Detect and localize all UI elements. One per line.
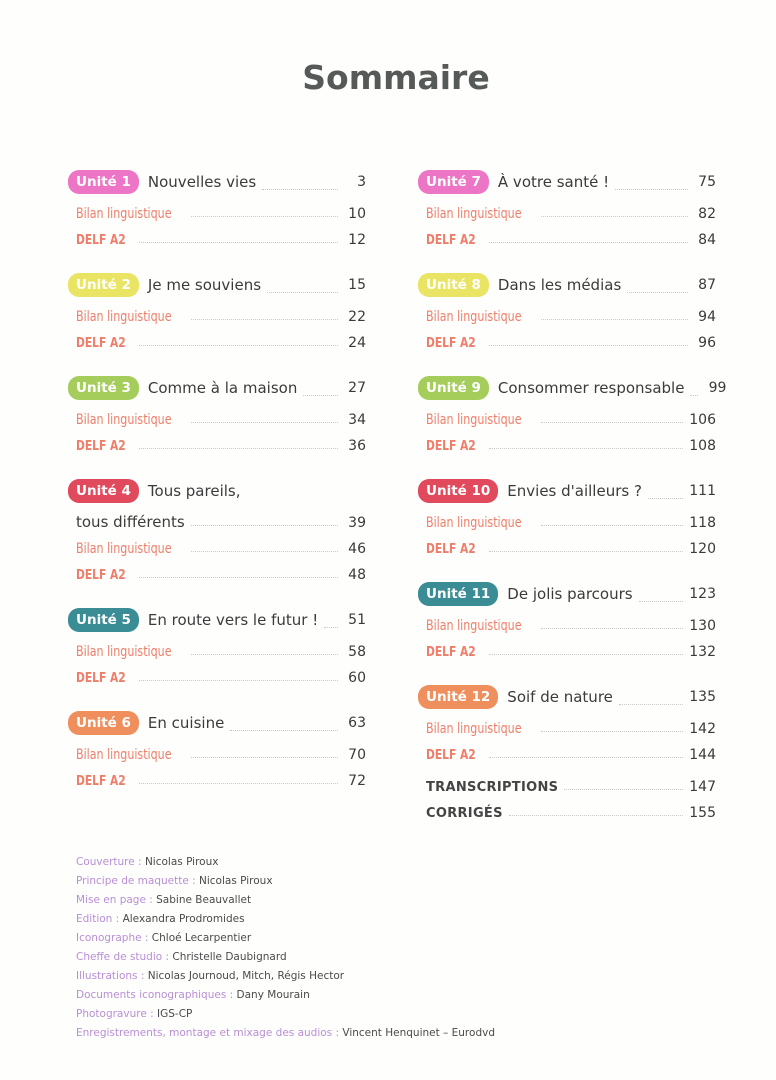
bilan-label: Bilan linguistique: [76, 747, 172, 763]
bilan-page-number: 70: [348, 747, 366, 763]
delf-row[interactable]: [68, 660, 366, 686]
delf-row[interactable]: [418, 222, 716, 248]
dot-leader: [191, 422, 338, 423]
bilan-label: Bilan linguistique: [76, 206, 172, 222]
dot-leader: [648, 498, 683, 499]
delf-label: DELF A2: [76, 567, 126, 583]
bilan-page-number: 118: [689, 515, 716, 531]
unit-title-continued-row[interactable]: [68, 505, 366, 531]
delf-row[interactable]: [68, 325, 366, 351]
unit-badge: Unité 11: [418, 582, 498, 606]
bilan-label: Bilan linguistique: [76, 541, 172, 557]
unit-header-row[interactable]: [68, 168, 366, 196]
dot-leader: [564, 789, 683, 790]
unit-header-row[interactable]: [418, 374, 727, 402]
delf-label: DELF A2: [426, 747, 476, 763]
unit-title: Nouvelles vies: [147, 173, 257, 191]
bilan-label: Bilan linguistique: [426, 309, 522, 325]
credit-role: Enregistrements, montage et mixage des audios :: [76, 1027, 340, 1039]
bilan-page-number: 142: [689, 721, 716, 737]
bilan-label: Bilan linguistique: [426, 618, 522, 634]
delf-page-number: 96: [698, 335, 716, 351]
unit-badge: Unité 2: [68, 273, 139, 297]
delf-page-number: 108: [689, 438, 716, 454]
bilan-row[interactable]: [418, 505, 716, 531]
toc-unit: [418, 580, 716, 660]
delf-label: DELF A2: [76, 773, 126, 789]
unit-badge: Unité 5: [68, 608, 139, 632]
toc-unit: [418, 271, 716, 351]
delf-label: DELF A2: [76, 438, 126, 454]
delf-label: DELF A2: [426, 232, 476, 248]
unit-badge: Unité 6: [68, 711, 139, 735]
toc-unit: [68, 168, 366, 248]
credit-line: [76, 853, 756, 872]
delf-label: DELF A2: [426, 438, 476, 454]
unit-header-row[interactable]: [68, 709, 366, 737]
credit-role: Documents iconographiques :: [76, 989, 234, 1001]
credit-name: Vincent Henquinet – Eurodvd: [342, 1027, 495, 1039]
toc-unit: [418, 477, 716, 557]
toc-unit: [418, 168, 716, 248]
delf-row[interactable]: [68, 557, 366, 583]
bilan-label: Bilan linguistique: [426, 412, 522, 428]
unit-header-row[interactable]: [418, 683, 716, 711]
unit-title-line2: tous différents: [76, 513, 185, 531]
bilan-page-number: 130: [689, 618, 716, 634]
credit-name: Nicolas Piroux: [144, 856, 219, 868]
unit-page-number: 15: [348, 277, 366, 293]
bilan-label: Bilan linguistique: [76, 412, 172, 428]
dot-leader: [489, 757, 684, 758]
bilan-page-number: 34: [348, 412, 366, 428]
extra-page-number: 155: [689, 805, 716, 821]
unit-badge: Unité 9: [418, 376, 489, 400]
unit-title: À votre santé !: [497, 173, 610, 191]
bilan-row[interactable]: [418, 608, 716, 634]
unit-page-number: 99: [708, 380, 727, 396]
unit-page-number: 135: [689, 689, 716, 705]
dot-leader: [324, 627, 338, 628]
credit-line: [76, 986, 756, 1005]
dot-leader: [619, 704, 683, 705]
credit-name: Chloé Lecarpentier: [151, 932, 252, 944]
dot-leader: [627, 292, 688, 293]
unit-title: Tous pareils,: [147, 482, 241, 500]
dot-leader: [267, 292, 338, 293]
unit-header-row[interactable]: [68, 477, 366, 505]
credit-line: [76, 1024, 756, 1043]
dot-leader: [541, 525, 684, 526]
delf-page-number: 12: [348, 232, 366, 248]
delf-row[interactable]: [418, 325, 716, 351]
extra-section-row[interactable]: [418, 795, 716, 821]
bilan-page-number: 10: [348, 206, 366, 222]
bilan-row[interactable]: [418, 196, 716, 222]
unit-page-number: 111: [689, 483, 716, 499]
delf-page-number: 132: [689, 644, 716, 660]
bilan-page-number: 58: [348, 644, 366, 660]
credit-line: [76, 948, 756, 967]
bilan-row[interactable]: [68, 634, 366, 660]
unit-page-number: 75: [698, 174, 716, 190]
delf-row[interactable]: [68, 763, 366, 789]
unit-header-row[interactable]: [68, 271, 366, 299]
credit-name: IGS-CP: [157, 1008, 193, 1020]
credit-name: Nicolas Journoud, Mitch, Régis Hector: [147, 970, 345, 982]
bilan-row[interactable]: [418, 711, 716, 737]
bilan-row[interactable]: [418, 402, 716, 428]
unit-header-row[interactable]: [418, 271, 716, 299]
dot-leader: [191, 319, 338, 320]
dot-leader: [230, 730, 338, 731]
toc-right-column: [418, 168, 727, 821]
dot-leader: [489, 242, 689, 243]
credit-role: Principe de maquette :: [76, 875, 196, 887]
delf-row[interactable]: [418, 531, 716, 557]
credit-role: Mise en page :: [76, 894, 153, 906]
bilan-label: Bilan linguistique: [76, 309, 172, 325]
unit-page-number: 51: [348, 612, 366, 628]
dot-leader: [541, 319, 688, 320]
credit-line: [76, 872, 756, 891]
credit-role: Iconographe :: [76, 932, 149, 944]
unit-header-row[interactable]: [68, 606, 366, 634]
dot-leader: [191, 654, 338, 655]
unit-title: En cuisine: [147, 714, 225, 732]
toc-unit: [68, 374, 366, 454]
delf-page-number: 24: [348, 335, 366, 351]
unit-header-row[interactable]: [68, 374, 366, 402]
toc-unit: [68, 477, 366, 583]
unit-badge: Unité 7: [418, 170, 489, 194]
bilan-page-number: 46: [348, 541, 366, 557]
unit-page-number: 123: [689, 586, 716, 602]
unit-page-number: 39: [348, 515, 366, 531]
credit-line: [76, 967, 756, 986]
credit-name: Sabine Beauvallet: [156, 894, 252, 906]
unit-badge: Unité 12: [418, 685, 498, 709]
unit-page-number: 3: [357, 174, 366, 190]
credit-name: Christelle Daubignard: [172, 951, 287, 963]
delf-row[interactable]: [418, 634, 716, 660]
dot-leader: [541, 422, 684, 423]
bilan-page-number: 106: [689, 412, 716, 428]
dot-leader: [303, 395, 338, 396]
delf-label: DELF A2: [76, 335, 126, 351]
delf-label: DELF A2: [76, 670, 126, 686]
delf-page-number: 84: [698, 232, 716, 248]
dot-leader: [690, 395, 698, 396]
toc-left-column: [68, 168, 366, 789]
delf-page-number: 120: [689, 541, 716, 557]
unit-title: De jolis parcours: [507, 585, 633, 603]
bilan-row[interactable]: [68, 737, 366, 763]
unit-title: Dans les médias: [497, 276, 622, 294]
unit-page-number: 63: [348, 715, 366, 731]
delf-page-number: 60: [348, 670, 366, 686]
dot-leader: [541, 628, 684, 629]
dot-leader: [191, 757, 338, 758]
dot-leader: [191, 216, 338, 217]
delf-label: DELF A2: [76, 232, 126, 248]
dot-leader: [615, 189, 688, 190]
credit-line: [76, 910, 756, 929]
credit-role: Edition :: [76, 913, 120, 925]
unit-title: Envies d'ailleurs ?: [507, 482, 642, 500]
dot-leader: [489, 345, 689, 346]
delf-label: DELF A2: [426, 644, 476, 660]
dot-leader: [489, 448, 684, 449]
bilan-row[interactable]: [68, 299, 366, 325]
bilan-row[interactable]: [68, 196, 366, 222]
unit-badge: Unité 3: [68, 376, 139, 400]
credit-name: Nicolas Piroux: [199, 875, 273, 887]
dot-leader: [139, 448, 339, 449]
dot-leader: [139, 345, 339, 346]
bilan-page-number: 22: [348, 309, 366, 325]
dot-leader: [509, 815, 684, 816]
delf-page-number: 36: [348, 438, 366, 454]
dot-leader: [489, 551, 684, 552]
delf-row[interactable]: [418, 428, 716, 454]
bilan-row[interactable]: [68, 402, 366, 428]
unit-page-number: 27: [348, 380, 366, 396]
credit-line: [76, 1005, 756, 1024]
delf-page-number: 48: [348, 567, 366, 583]
bilan-label: Bilan linguistique: [426, 721, 522, 737]
credit-role: Couverture :: [76, 856, 142, 868]
delf-row[interactable]: [68, 428, 366, 454]
unit-header-row[interactable]: [418, 580, 716, 608]
delf-page-number: 144: [689, 747, 716, 763]
toc-unit: [68, 271, 366, 351]
credit-name: Dany Mourain: [236, 989, 310, 1001]
page-title: Sommaire: [302, 58, 490, 97]
unit-header-row[interactable]: [418, 168, 716, 196]
unit-header-row[interactable]: [418, 477, 716, 505]
unit-title: Consommer responsable: [497, 379, 685, 397]
unit-title: Comme à la maison: [147, 379, 298, 397]
toc-unit: [418, 374, 727, 454]
dot-leader: [191, 525, 338, 526]
dot-leader: [191, 551, 338, 552]
credits-list: [76, 853, 756, 1043]
credit-line: [76, 929, 756, 948]
bilan-label: Bilan linguistique: [426, 206, 522, 222]
extra-page-number: 147: [689, 779, 716, 795]
bilan-label: Bilan linguistique: [76, 644, 172, 660]
dot-leader: [541, 731, 684, 732]
credit-name: Alexandra Prodromides: [122, 913, 245, 925]
dot-leader: [262, 189, 338, 190]
credit-role: Photogravure :: [76, 1008, 154, 1020]
extra-section-label: CORRIGÉS: [426, 806, 503, 821]
dot-leader: [541, 216, 688, 217]
bilan-page-number: 82: [698, 206, 716, 222]
credit-line: [76, 891, 756, 910]
extra-section-row[interactable]: [418, 769, 716, 795]
unit-badge: Unité 8: [418, 273, 489, 297]
unit-badge: Unité 10: [418, 479, 498, 503]
unit-title: Je me souviens: [147, 276, 262, 294]
toc-unit: [68, 606, 366, 686]
unit-page-number: 87: [698, 277, 716, 293]
delf-row[interactable]: [68, 222, 366, 248]
dot-leader: [489, 654, 684, 655]
unit-title: En route vers le futur !: [147, 611, 319, 629]
unit-title: Soif de nature: [507, 688, 613, 706]
bilan-row[interactable]: [418, 299, 716, 325]
delf-page-number: 72: [348, 773, 366, 789]
bilan-label: Bilan linguistique: [426, 515, 522, 531]
dot-leader: [139, 783, 339, 784]
unit-badge: Unité 1: [68, 170, 139, 194]
bilan-page-number: 94: [698, 309, 716, 325]
extra-section-label: TRANSCRIPTIONS: [426, 780, 559, 795]
delf-label: DELF A2: [426, 541, 476, 557]
dot-leader: [139, 242, 339, 243]
toc-unit: [68, 709, 366, 789]
credit-role: Cheffe de studio :: [76, 951, 170, 963]
delf-row[interactable]: [418, 737, 716, 763]
dot-leader: [639, 601, 684, 602]
delf-label: DELF A2: [426, 335, 476, 351]
bilan-row[interactable]: [68, 531, 366, 557]
dot-leader: [139, 577, 339, 578]
unit-badge: Unité 4: [68, 479, 139, 503]
toc-unit: [418, 683, 716, 763]
credit-role: Illustrations :: [76, 970, 145, 982]
dot-leader: [139, 680, 339, 681]
